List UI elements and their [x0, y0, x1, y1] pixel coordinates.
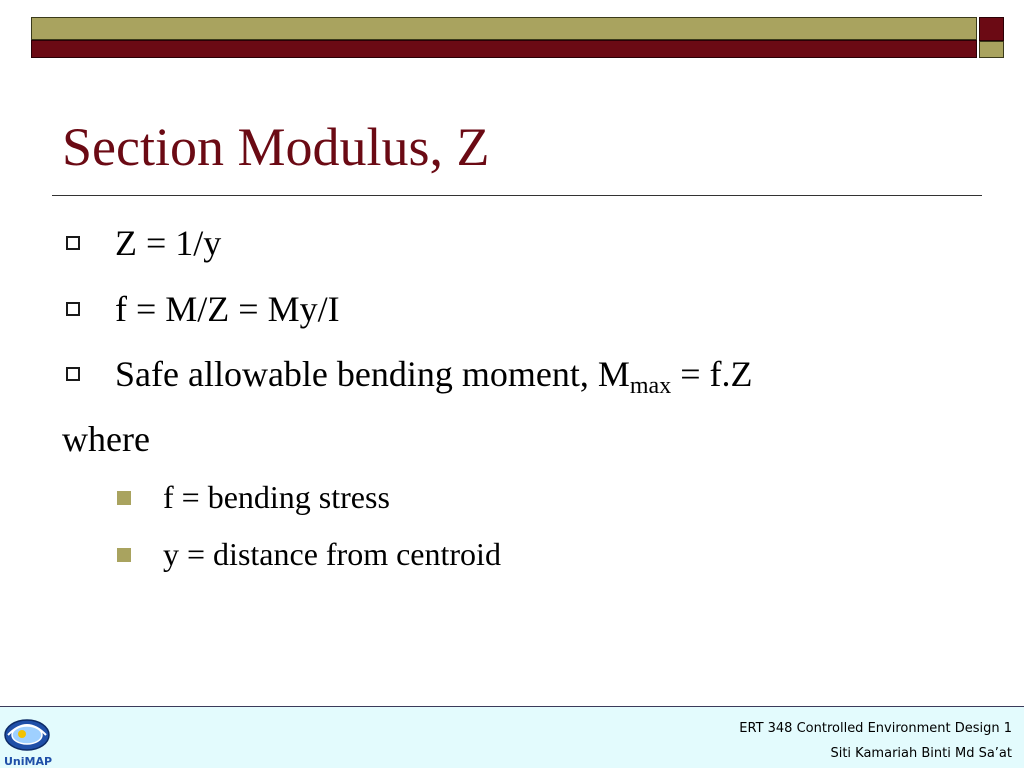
slide-title: Section Modulus, Z: [62, 117, 490, 177]
header-band-olive: [31, 17, 977, 40]
sub-bullet-text: f = bending stress: [163, 479, 390, 515]
where-label: where: [62, 419, 150, 459]
unimap-logo-icon: [2, 713, 54, 769]
title-divider: [52, 195, 982, 196]
footer-course-text: ERT 348 Controlled Environment Design 1: [739, 721, 1012, 736]
solid-square-bullet-icon: [117, 548, 131, 562]
footer-author-text: Siti Kamariah Binti Md Sa’at: [830, 746, 1012, 761]
bullet-text: [115, 349, 753, 411]
footer-bar: [0, 706, 1024, 768]
solid-square-bullet-icon: [117, 491, 131, 505]
header-band-maroon: [31, 40, 977, 58]
hollow-square-bullet-icon: [66, 236, 80, 250]
bullet-text-tail: = f.Z: [671, 354, 753, 394]
bullet-text: f = M/Z = My/I: [115, 289, 340, 329]
logo-wordmark: UniMAP: [3, 755, 53, 768]
bullet-text: Z = 1/y: [115, 223, 222, 263]
hollow-square-bullet-icon: [66, 302, 80, 316]
subscript-max: max: [629, 373, 672, 399]
header-corner-square-olive: [979, 41, 1004, 58]
header-corner-square-maroon: [979, 17, 1004, 41]
hollow-square-bullet-icon: [66, 367, 80, 381]
sub-bullet-text: y = distance from centroid: [163, 536, 501, 572]
bullet-text-main: Safe allowable bending moment, M: [115, 354, 630, 394]
